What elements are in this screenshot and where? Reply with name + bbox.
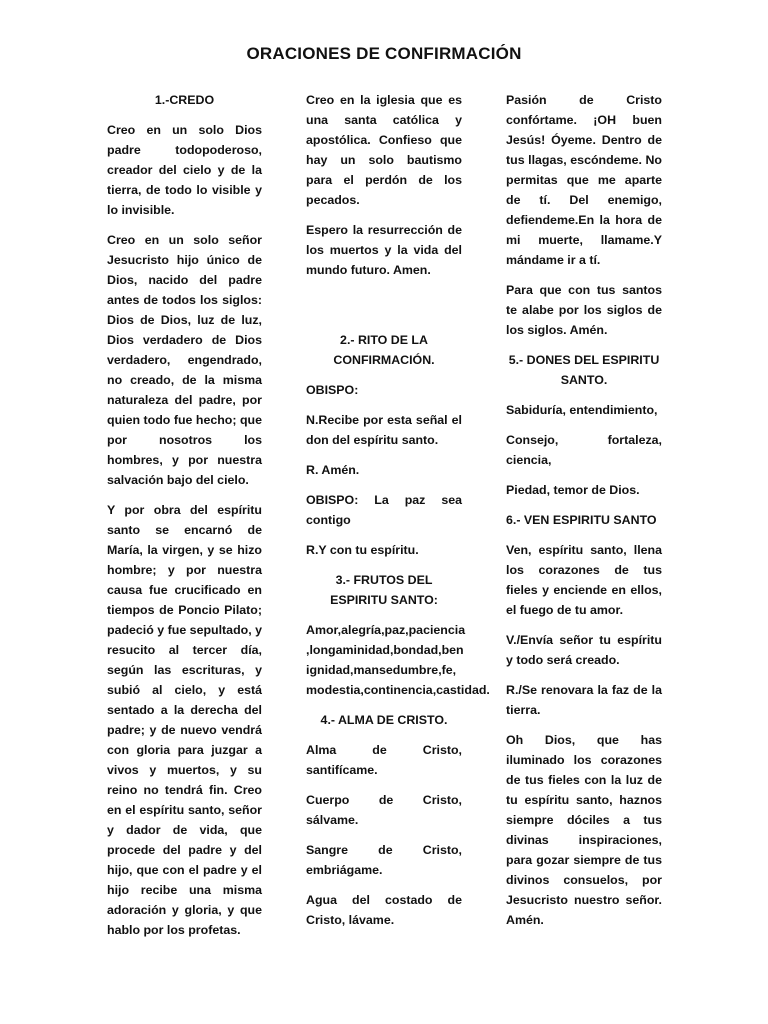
prayer-paragraph: Oh Dios, que has iluminado los corazones de tus fieles con la luz de tu espíritu santo, haznos siempre dóciles a tus divinas inspiraciones, para gozar siempre de tus divinos consuelos, por Jesucristo nuestro señor. Amén. bbox=[506, 733, 662, 927]
prayer-paragraph: Espero la resurrección de los muertos y la vida del mundo futuro. Amen. bbox=[306, 223, 462, 277]
prayer-paragraph: Sangre de Cristo, embriágame. bbox=[306, 843, 462, 877]
section-heading: 3.- FRUTOS DEL ESPIRITU SANTO: bbox=[330, 573, 438, 607]
column-1 bbox=[107, 90, 262, 950]
prayer-paragraph: Y por obra del espíritu santo se encarnó de María, la virgen, y se hizo hombre; y por nuestra causa fue crucificado en tiempos de Poncio Pilato; padeció y fue sepultado, y resucito al tercer día, según las escrituras, y subió al cielo, y está sentado a la derecha del padre; y de nuevo vendrá con gloria para juzgar a vivos y muertos, y su reino no tendrá fin. Creo en el espíritu santo, señor y dador de vida, que procede del padre y del hijo, que con el padre y el hijo recibe una misma adoración y gloria, y que hablo por los profetas. bbox=[107, 503, 262, 937]
prayer-paragraph: Alma de Cristo, santifícame. bbox=[306, 743, 462, 777]
spacer bbox=[306, 290, 462, 330]
prayer-paragraph: OBISPO: La paz sea contigo bbox=[306, 493, 462, 527]
prayer-paragraph: Creo en la iglesia que es una santa católica y apostólica. Confieso que hay un solo bautismo para el perdón de los pecados. bbox=[306, 93, 462, 207]
prayer-paragraph: Consejo, fortaleza, ciencia, bbox=[506, 433, 662, 467]
prayer-paragraph: OBISPO: bbox=[306, 383, 359, 397]
prayer-paragraph: Pasión de Cristo confórtame. ¡OH buen Jesús! Óyeme. Dentro de tus llagas, escóndeme. No permitas que me aparte de tí. Del enemigo, defiendeme.En la hora de mi muerte, llamame.Y mándame ir a tí. bbox=[506, 93, 662, 267]
section-heading: 1.-CREDO bbox=[154, 93, 215, 107]
section-heading: 5.- DONES DEL ESPIRITU SANTO. bbox=[508, 353, 660, 387]
column-2 bbox=[306, 90, 490, 940]
section-heading: 4.- ALMA DE CRISTO. bbox=[320, 713, 448, 727]
section-heading: 6.- VEN ESPIRITU SANTO bbox=[506, 513, 657, 527]
prayer-paragraph: Creo en un solo Dios padre todopoderoso, creador del cielo y de la tierra, de todo lo visible y lo invisible. bbox=[107, 123, 262, 217]
section-heading: 2.- RITO DE LA CONFIRMACIÓN. bbox=[333, 333, 435, 367]
prayer-paragraph: Amor,alegría,paz,paciencia ,longaminidad,bondad,ben ignidad,mansedumbre,fe, modestia,continencia,castidad. bbox=[306, 623, 490, 697]
prayer-paragraph: Para que con tus santos te alabe por los siglos de los siglos. Amén. bbox=[506, 283, 662, 337]
document-title: ORACIONES DE CONFIRMACIÓN bbox=[246, 44, 522, 63]
prayer-paragraph: Cuerpo de Cristo, sálvame. bbox=[306, 793, 462, 827]
prayer-paragraph: R./Se renovara la faz de la tierra. bbox=[506, 683, 662, 717]
prayer-paragraph: Piedad, temor de Dios. bbox=[506, 483, 640, 497]
prayer-paragraph: Ven, espíritu santo, llena los corazones de tus fieles y enciende en ellos, el fuego de tu amor. bbox=[506, 543, 662, 617]
prayer-paragraph: V./Envía señor tu espíritu y todo será creado. bbox=[506, 633, 662, 667]
prayer-paragraph: Creo en un solo señor Jesucristo hijo único de Dios, nacido del padre antes de todos los siglos: Dios de Dios, luz de luz, Dios verdadero de Dios verdadero, engendrado, no creado, de la misma naturaleza del padre, por quien todo fue hecho; que por nosotros los hombres, y por nuestra salvación bajo del cielo. bbox=[107, 233, 262, 487]
prayer-paragraph: R.Y con tu espíritu. bbox=[306, 543, 419, 557]
prayer-paragraph: R. Amén. bbox=[306, 463, 360, 477]
prayer-paragraph: N.Recibe por esta señal el don del espíritu santo. bbox=[306, 413, 462, 447]
column-3 bbox=[506, 90, 662, 940]
prayer-paragraph: Sabiduría, entendimiento, bbox=[506, 403, 658, 417]
prayer-paragraph: Agua del costado de Cristo, lávame. bbox=[306, 893, 462, 927]
